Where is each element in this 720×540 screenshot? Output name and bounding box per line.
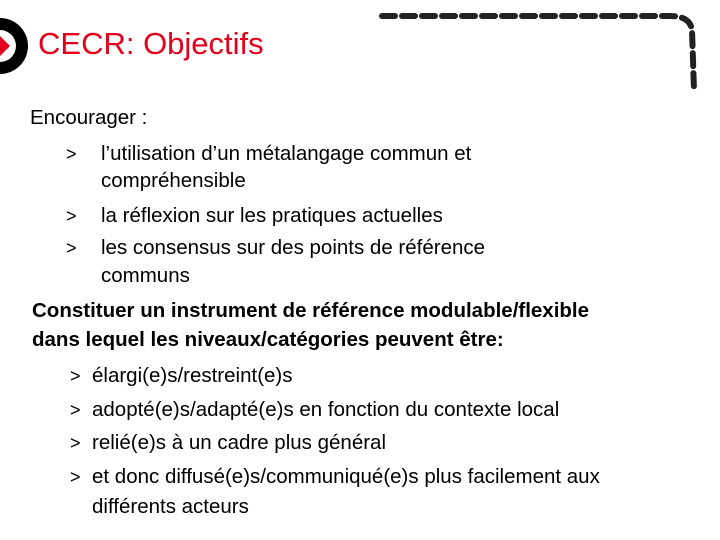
section-heading: Constituer un instrument de référence modulable/flexible (32, 299, 590, 322)
page-title: CECR: Objectifs (38, 26, 264, 61)
section-heading: dans lequel les niveaux/catégories peuvent être: (32, 328, 504, 351)
bullet-marker: > (66, 238, 77, 258)
bullet-marker: > (70, 467, 81, 487)
slide-body: Encourager : > l’utilisation d’un métalangage commun et compréhensible > la réflexion sur les pratiques actuelles > les consensus sur des points de référence communs Constituer un instrument de référence modulable/flexible dans lequel les niveaux/catégories peuvent être: > élargi(e)s/restreint(e)s > adopté(e)s/adapté(e)s en fonction du contexte local > relié(e)s à un cadre plus général > et donc diffusé(e)s/communiqué(e)s plus facilement aux différents acteurs (30, 106, 600, 518)
intro-text: Encourager : (30, 106, 148, 129)
bullet-marker: > (70, 433, 81, 453)
bullet-marker: > (70, 366, 81, 386)
bullet-marker: > (66, 206, 77, 226)
bullet-marker: > (66, 144, 77, 164)
bullet-marker: > (70, 400, 81, 420)
